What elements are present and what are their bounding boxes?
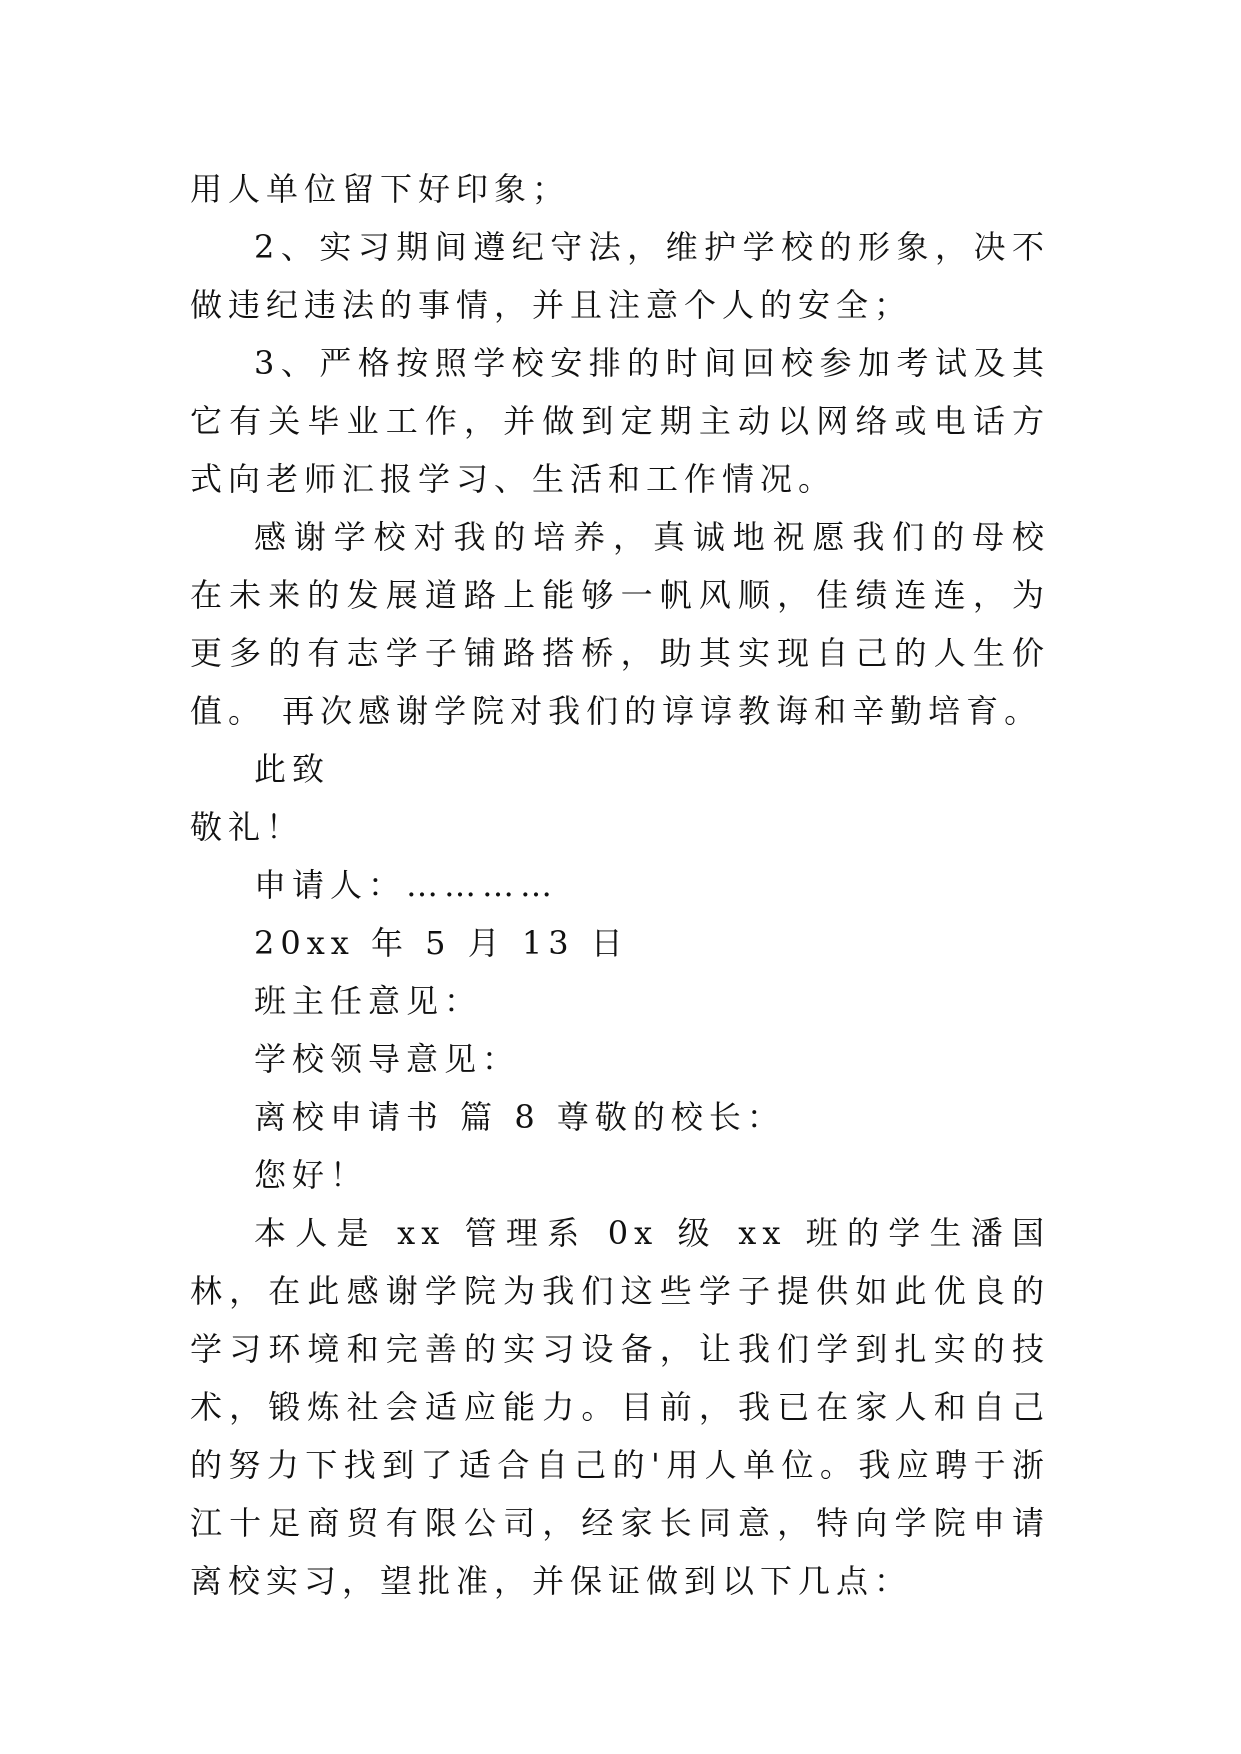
paragraph-continuation: 用人单位留下好印象； xyxy=(190,170,571,208)
head-teacher-opinion: 班主任意见： xyxy=(254,982,483,1020)
section-heading-letter-8: 离校申请书 篇 8 尊敬的校长： xyxy=(254,1098,785,1136)
closing-salutation: 此致 xyxy=(254,750,331,788)
applicant-line: 申请人：………… xyxy=(254,866,559,904)
paragraph-item-2: 2、实习期间遵纪守法，维护学校的形象，决不做违纪违法的事情，并且注意个人的安全； xyxy=(190,228,1050,324)
greeting: 您好！ xyxy=(254,1156,369,1194)
document-body xyxy=(190,160,1050,1610)
paragraph-thanks: 感谢学校对我的培养，真诚地祝愿我们的母校在未来的发展道路上能够一帆风顺，佳绩连连，为更多的有志学子铺路搭桥，助其实现自己的人生价值。 再次感谢学院对我们的谆谆教诲和辛勤培育。 xyxy=(190,518,1050,730)
paragraph-introduction: 本人是 xx 管理系 0x 级 xx 班的学生潘国林，在此感谢学院为我们这些学子提供如此优良的学习环境和完善的实习设备，让我们学到扎实的技术，锻炼社会适应能力。目前，我已在家人和自己的努力下找到了适合自己的'用人单位。我应聘于浙江十足商贸有限公司，经家长同意，特向学院申请离校实习，望批准，并保证做到以下几点： xyxy=(190,1214,1050,1600)
date-line: 20xx 年 5 月 13 日 xyxy=(254,924,629,962)
paragraph-item-3: 3、严格按照学校安排的时间回校参加考试及其它有关毕业工作，并做到定期主动以网络或电话方式向老师汇报学习、生活和工作情况。 xyxy=(190,344,1050,498)
closing-regards: 敬礼！ xyxy=(190,808,305,846)
school-leader-opinion: 学校领导意见： xyxy=(254,1040,521,1078)
